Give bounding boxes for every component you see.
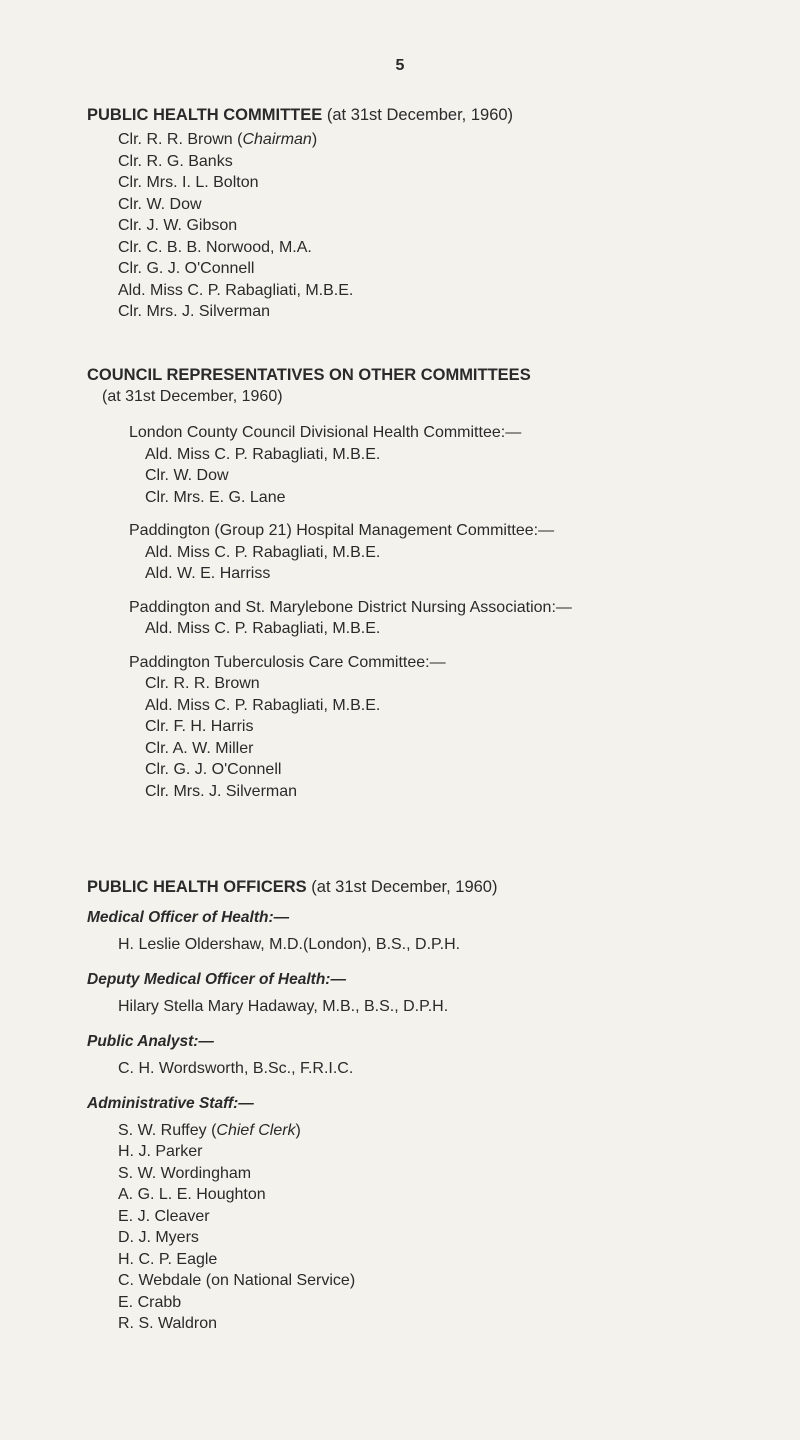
officer-role: Medical Officer of Health:—	[87, 909, 290, 926]
heading-date: (at 31st December, 1960)	[326, 106, 514, 124]
committee-name: London County Council Divisional Health Committee:—	[129, 424, 522, 441]
staff-member: E. Crabb	[118, 1293, 182, 1311]
heading-title: PUBLIC HEALTH COMMITTEE	[87, 106, 323, 124]
heading-date: (at 31st December, 1960)	[102, 388, 283, 405]
committee-member: Clr. R. G. Banks	[118, 152, 233, 170]
committee-member: Clr. C. B. B. Norwood, M.A.	[118, 238, 312, 256]
representative: Clr. R. R. Brown	[145, 675, 260, 692]
section-heading	[87, 104, 800, 126]
public-health-committee-section	[0, 104, 800, 323]
page-number: 5	[395, 57, 405, 74]
officer-name: C. H. Wordsworth, B.Sc., F.R.I.C.	[118, 1059, 354, 1077]
officer-role: Deputy Medical Officer of Health:—	[87, 971, 346, 988]
staff-member: D. J. Myers	[118, 1229, 199, 1246]
committee-name: Paddington and St. Marylebone District Nursing Association:—	[129, 598, 572, 616]
officer-role: Public Analyst:—	[87, 1033, 214, 1050]
representative: Ald. Miss C. P. Rabagliati, M.B.E.	[145, 696, 381, 714]
representative: Clr. Mrs. J. Silverman	[145, 782, 298, 800]
officer-role: Administrative Staff:—	[87, 1095, 254, 1112]
officer-name: Hilary Stella Mary Hadaway, M.B., B.S., D.P.H.	[118, 997, 449, 1015]
staff-member: C. Webdale (on National Service)	[118, 1272, 356, 1289]
committee-name: Paddington Tuberculosis Care Committee:—	[129, 653, 446, 671]
committee-member: Clr. W. Dow	[118, 195, 202, 213]
public-health-officers-section	[0, 876, 800, 1335]
heading-title: PUBLIC HEALTH OFFICERS	[87, 878, 307, 896]
section-heading: COUNCIL REPRESENTATIVES ON OTHER COMMITTEES	[87, 366, 531, 384]
committee-name: Paddington (Group 21) Hospital Management Committee:—	[129, 522, 555, 539]
representative: Ald. Miss C. P. Rabagliati, M.B.E.	[145, 543, 381, 561]
committee-member: Clr. R. R. Brown (Chairman)	[118, 131, 318, 148]
representative: Ald. W. E. Harriss	[145, 565, 271, 582]
representative: Ald. Miss C. P. Rabagliati, M.B.E.	[145, 445, 381, 463]
representative: Clr. F. H. Harris	[145, 718, 254, 735]
council-representatives-section	[0, 364, 800, 802]
staff-member: S. W. Ruffey (Chief Clerk)	[118, 1121, 301, 1139]
committee-member: Clr. J. W. Gibson	[118, 217, 238, 234]
staff-member: H. C. P. Eagle	[118, 1250, 218, 1268]
staff-member: H. J. Parker	[118, 1143, 203, 1160]
section-heading	[87, 876, 800, 898]
committee-member: Clr. Mrs. J. Silverman	[118, 303, 271, 320]
officer-name: H. Leslie Oldershaw, M.D.(London), B.S., D.P.H.	[118, 935, 461, 953]
committee-member: Clr. G. J. O'Connell	[118, 260, 255, 277]
committee-member: Ald. Miss C. P. Rabagliati, M.B.E.	[118, 281, 354, 299]
representative: Clr. A. W. Miller	[145, 739, 254, 757]
staff-member: E. J. Cleaver	[118, 1207, 210, 1225]
representative: Clr. G. J. O'Connell	[145, 761, 282, 778]
representative: Clr. Mrs. E. G. Lane	[145, 488, 286, 506]
representative: Clr. W. Dow	[145, 467, 229, 484]
representative: Ald. Miss C. P. Rabagliati, M.B.E.	[145, 620, 381, 637]
heading-date: (at 31st December, 1960)	[311, 878, 498, 896]
committee-member: Clr. Mrs. I. L. Bolton	[118, 174, 259, 191]
staff-member: A. G. L. E. Houghton	[118, 1186, 266, 1203]
staff-member: R. S. Waldron	[118, 1315, 217, 1332]
staff-member: S. W. Wordingham	[118, 1164, 252, 1182]
